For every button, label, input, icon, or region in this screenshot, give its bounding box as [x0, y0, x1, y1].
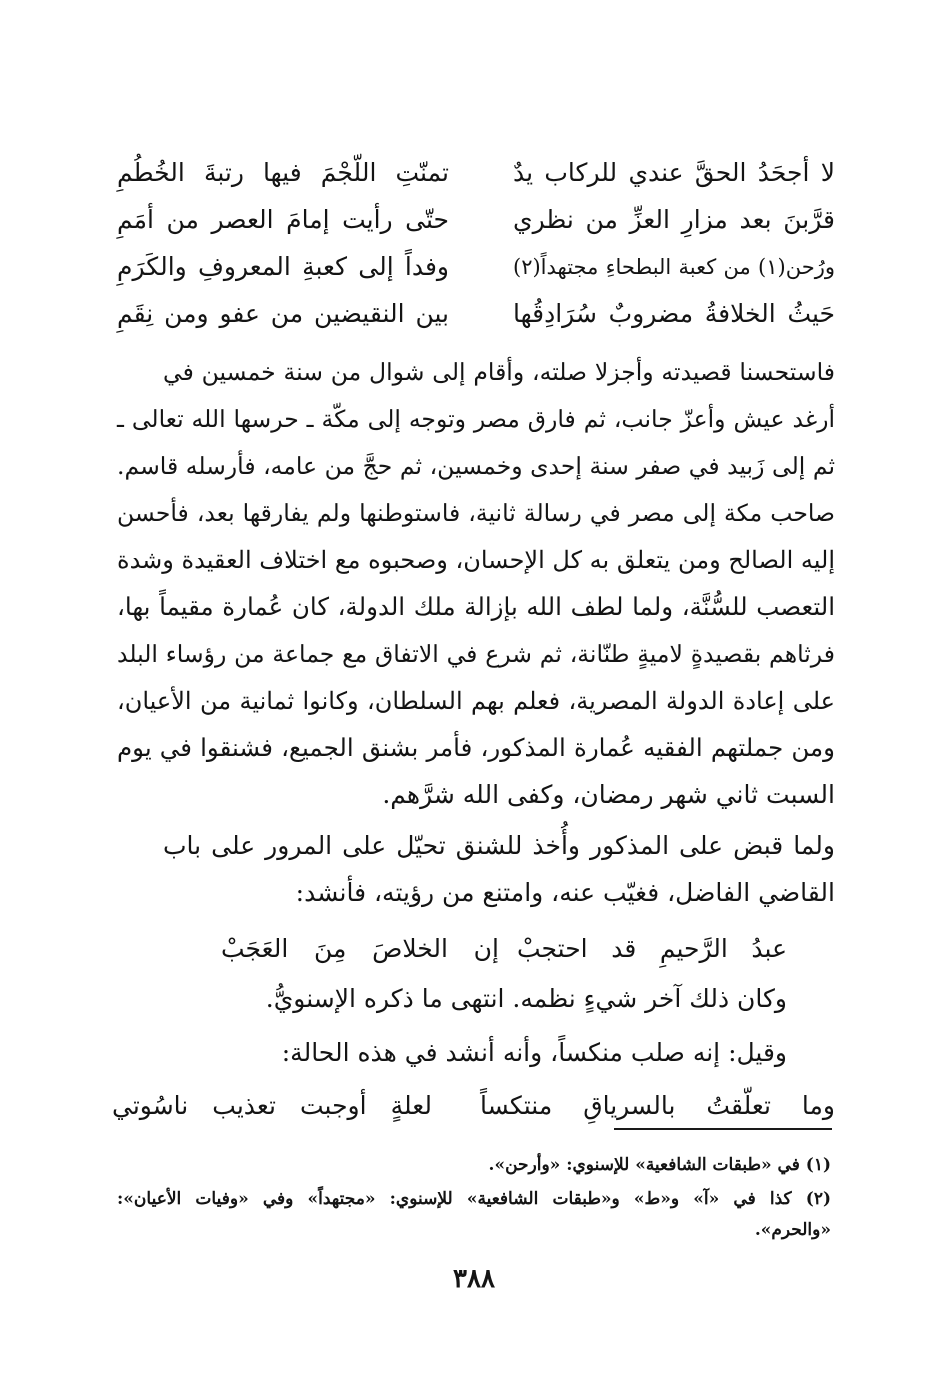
text-line: ومن جملتهم الفقيه عُمارة المذكور، فأمر بشنق الجميع، فشنقوا في يوم [117, 733, 835, 762]
footnote: (١) في «طبقات الشافعية» للإسنوي: «وأرحن». [488, 1155, 831, 1175]
verse-right-hemistich: ورُحن(١) من كعبة البطحاءِ مجتهداً(٢) [513, 255, 835, 279]
text-line: على إعادة الدولة المصرية، فعلم بهم السلطان، وكانوا ثمانية من الأعيان، [117, 687, 835, 715]
footnote: (٢) كذا في «آ» و«ط» و«طبقات الشافعية» للإسنوي: «مجتهداً» وفي «وفيات الأعيان»: [117, 1189, 831, 1209]
verse-right-hemistich: عبدُ الرَّحيمِ قد احتجبْ [517, 934, 787, 963]
text-line: وقيل: إنه صلب منكساً، وأنه أنشد في هذه الحالة: [281, 1038, 787, 1067]
text-line: فرثاهم بقصيدةٍ لاميةٍ طنّانة، ثم شرع في الاتفاق مع جماعة من رؤساء البلد [117, 640, 835, 668]
text-line: ولما قبض على المذكور وأُخذ للشنق تحيّل على المرور على باب [163, 831, 835, 860]
text-line: أرغد عيش وأعزّ جانب، ثم فارق مصر وتوجه إلى مكّة ـ حرسها الله تعالى ـ [117, 405, 835, 433]
verse-left-hemistich: تمنّتِ اللّجْمَ فيها رتبةَ الخُطُمِ [117, 158, 449, 187]
verse-left-hemistich: حتّى رأيت إمامَ العصر من أمَمِ [117, 205, 449, 234]
verse-right-hemistich: لا أجحَدُ الحقَّ عندي للركاب يدٌ [513, 158, 835, 187]
verse-left-hemistich: بين النقيضين من عفو ومن نِقَمِ [117, 299, 449, 328]
text-line: السبت ثاني شهر رمضان، وكفى الله شرَّهم. [382, 780, 835, 809]
verse-left-hemistich: إن الخلاصَ مِنَ العَجَبْ [221, 934, 499, 963]
text-line: إليه الصالح ومن يتعلق به كل الإحسان، وصحبوه مع اختلاف العقيدة وشدة [117, 546, 835, 574]
verse-right-hemistich: قرَّبنَ بعد مزارِ العزِّ من نظري [513, 205, 835, 234]
text-line: فاستحسنا قصيدته وأجزلا صلته، وأقام إلى شوال من سنة خمسين في [163, 358, 835, 386]
text-line: التعصب للسُّنَّة، ولما لطف الله بإزالة ملك الدولة، كان عُمارة مقيماً بها، [117, 592, 835, 621]
text-line: وكان ذلك آخر شيءٍ نظمه. انتهى ما ذكره الإسنويُّ. [265, 984, 787, 1013]
verse-right-hemistich: وما تعلّقتُ بالسرياقِ منتكساً [480, 1091, 835, 1120]
text-line: صاحب مكة إلى مصر في رسالة ثانية، فاستوطنها ولم يفارقها بعد، فأحسن [117, 499, 835, 527]
text-line: القاضي الفاضل، فغيّب عنه، وامتنع من رؤيته، فأنشد: [295, 878, 835, 907]
footnote-separator [614, 1128, 832, 1130]
footnote-continuation: «والحرم». [754, 1220, 831, 1240]
verse-left-hemistich: وفداً إلى كعبةِ المعروفِ والكَرَمِ [117, 252, 449, 281]
text-line: ثم إلى زَبيد في صفر سنة إحدى وخمسين، ثم حجَّ من عامه، فأرسله قاسم. [117, 452, 835, 480]
page-number: ٣٨٨ [453, 1264, 495, 1294]
verse-left-hemistich: لعلةٍ أوجبت تعذيب ناسُوتي [112, 1091, 432, 1120]
verse-right-hemistich: حَيثُ الخلافةُ مضروبٌ سُرَادِقُها [513, 299, 835, 328]
